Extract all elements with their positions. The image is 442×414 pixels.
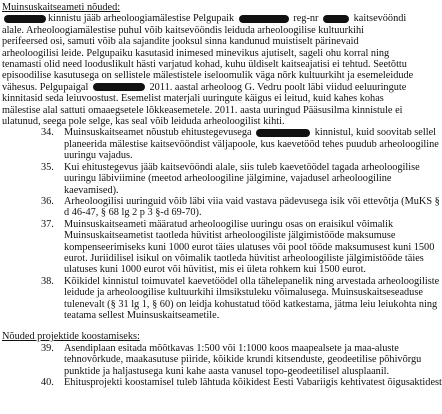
text-run: ulatuses kuni 1000 eurot või hüvitist, mis ei ületa rohkem kui 1500 eurot.	[64, 264, 367, 276]
text-line	[64, 161, 420, 173]
redaction-mark	[93, 83, 145, 91]
text-run: tenamasti olid need looduslikult hästi varjatud kohad, kuhu üldiselt kaitseajatisi ei tehtud. Seetõttu	[2, 59, 407, 71]
text-line	[64, 377, 442, 388]
text-run: Muinsuskaitseametist taotleda hüvitist arheoloogiliste jälgimistööde maksumuse	[64, 230, 396, 242]
text-run: eurot. Juriidilisel isikul on võimalik taotleda hüvitist arheoloogiliste jälgimistööde täies	[64, 252, 424, 264]
list-item	[0, 342, 422, 377]
text-run: Kui ehitustegevus jääb kaitsevööndi alale, siis tuleb kaevetöödel tagada arheoloogilise	[64, 161, 420, 173]
text-line	[64, 207, 400, 218]
text-run: kinnitasid seda leiuvoostust. Esemelist materjali uuringute käigus ei leitud, kuid kahes kohas	[2, 93, 384, 105]
redaction-mark	[256, 129, 310, 137]
text-run: Asendiplaan esitada mõõtkavas 1:500 või 1:1000 koos maapealsete ja maa-aluste	[64, 342, 399, 354]
requirements-list	[0, 127, 440, 321]
list-item	[0, 127, 439, 162]
text-run: kompenseerimiseks kuni 1000 eurot täies ulatuses või pool tööde maksumusest kuni 1500	[64, 241, 435, 253]
text-line	[64, 366, 400, 377]
text-line	[64, 127, 437, 139]
text-line	[64, 287, 423, 299]
text-run: Muinsuskaitseamet nõustub ehitustegevusega	[64, 127, 255, 139]
text-line	[2, 25, 398, 36]
text-line	[64, 219, 400, 230]
text-run: leidude ja arheoloogilise kultuurkihi ilmsikstuleku võimalusega. Muinsuskaitseseaduse	[64, 287, 423, 299]
text-line	[64, 298, 438, 310]
list-item	[0, 275, 440, 322]
text-run: episoodilise kasutusega on sellistele mälestistele iseloomulik väga nõrk kultuurkiht ja esemeleidude	[2, 70, 414, 82]
section-heading-muinsuskaitseameti: Muinsuskaitseameti nõuded:	[2, 2, 121, 13]
text-run: punktide ja haljastusega kuni kahe aasta vanusel topo-geodeetilisel alusplaanil.	[64, 365, 390, 377]
text-line	[64, 230, 400, 241]
text-line	[64, 150, 400, 161]
document-page	[0, 2, 442, 414]
project-requirements-list	[0, 342, 442, 389]
text-run: kaitsevööndi	[351, 13, 407, 25]
text-line	[64, 185, 400, 196]
text-line	[64, 252, 424, 264]
list-item	[0, 195, 440, 219]
text-line	[2, 70, 414, 82]
text-run: ulatunud, seega pole selge, kas seal võib leiduda arheoloogilist kihti.	[2, 116, 285, 128]
text-line	[2, 116, 398, 127]
text-run: tehnovõrkude, maakasutuse piiride, kõikide krundi kitsenduste, geodeetilise põhivõrgu	[64, 354, 422, 366]
text-line	[64, 241, 435, 253]
text-run: uuringu läbiviimine (meetod arheoloogiline jälgimine, vajadusel arheoloogiline	[64, 173, 392, 185]
text-run: uuringu vajadus.	[64, 150, 133, 162]
text-line	[2, 13, 407, 25]
text-run: reg-nr	[290, 13, 322, 25]
item-number: 34.	[41, 127, 54, 139]
redaction-mark	[323, 15, 349, 23]
text-run: kaevamised).	[64, 184, 119, 196]
item-number: 38.	[41, 275, 54, 287]
text-line	[2, 36, 398, 47]
text-run: alale. Arheoloogiamälestise puhul võib kaitsevööndis leiduda arheoloogilise kultuurkihi	[2, 24, 365, 36]
text-run: Muinsuskaitseameti määratud arheoloogilise uuringu osas on eraisikul võimalik	[64, 218, 394, 230]
text-run: kinnistu jääb arheoloogiamälestise Pelgupaik	[48, 13, 237, 25]
text-line	[2, 93, 398, 104]
text-line	[64, 310, 400, 321]
text-line	[64, 264, 400, 275]
text-line	[2, 81, 407, 93]
list-item	[0, 218, 435, 276]
text-run: Kõikidel kinnistul toimuvatel kaevetöödel olla tähelepanelik ning arvestada arheoloogiliste	[64, 275, 440, 287]
text-run: tulenevalt (§ 31 lg 1, § 60) on leidja kohustatud tööd katkestama, jätma leiu leiukohta ning	[64, 298, 438, 310]
text-run: Ehitusprojekti koostamisel tuleb lähtuda kõikidest Eesti Vabariigis kehtivatest õigusaktidest	[64, 377, 442, 388]
item-number: 37.	[41, 218, 54, 230]
text-run: mälestise alal sattuti omaaegsetele lõkkeasemetele. 2011. aasta uuringud Pääsusilma kinnistule ei	[2, 104, 403, 116]
text-line	[64, 173, 400, 184]
text-run: vähesus. Pelgupaigal	[2, 81, 91, 93]
intro-paragraph	[2, 13, 414, 128]
redaction-mark	[239, 15, 289, 23]
text-line	[64, 138, 439, 150]
text-run: planeerida mälestise kaitsevööndist väljapoole, kus kaevetööd tehes puudub arheoloogiline	[64, 138, 439, 150]
item-number: 39.	[41, 342, 54, 354]
text-line	[2, 59, 407, 71]
text-run: d 46-47, § 68 lg 2 p 3 §-d 69-70).	[64, 207, 202, 219]
text-line	[2, 104, 403, 116]
text-run: kinnistul, kuid soovitab sellel	[312, 127, 437, 139]
list-item	[0, 377, 442, 388]
text-line	[64, 354, 422, 366]
text-run: perifeersed osi, samuti võib ala sajandite jooksul sinna kandunud muistiselt pärinevaid	[2, 36, 359, 48]
item-number: 35.	[41, 161, 54, 173]
text-line	[2, 48, 398, 59]
item-number: 40.	[41, 377, 54, 388]
text-line	[64, 343, 400, 354]
section-heading-projektide: Nõuded projektide koostamiseks:	[2, 331, 140, 343]
list-item	[0, 161, 420, 196]
redaction-mark	[4, 15, 46, 23]
text-run: arheoloogilisi leide. Pelgupaiku kasutasid inimesed minevikus ajutiselt, sageli ohu korral ning	[2, 47, 390, 59]
text-line	[64, 195, 440, 207]
text-run: teatama sellest Muinsuskaitseametile.	[64, 309, 220, 321]
section-gap	[0, 321, 400, 329]
text-line	[64, 275, 440, 287]
text-run: 2011. aastal arheoloog G. Vedru poolt läbi viidud eeluuringute	[146, 81, 407, 93]
text-run: Arheoloogilisi uuringuid võib läbi viia vaid vastava pädevusega isik või ettevõtja (MuKS §	[64, 195, 440, 207]
item-number: 36.	[41, 195, 54, 207]
